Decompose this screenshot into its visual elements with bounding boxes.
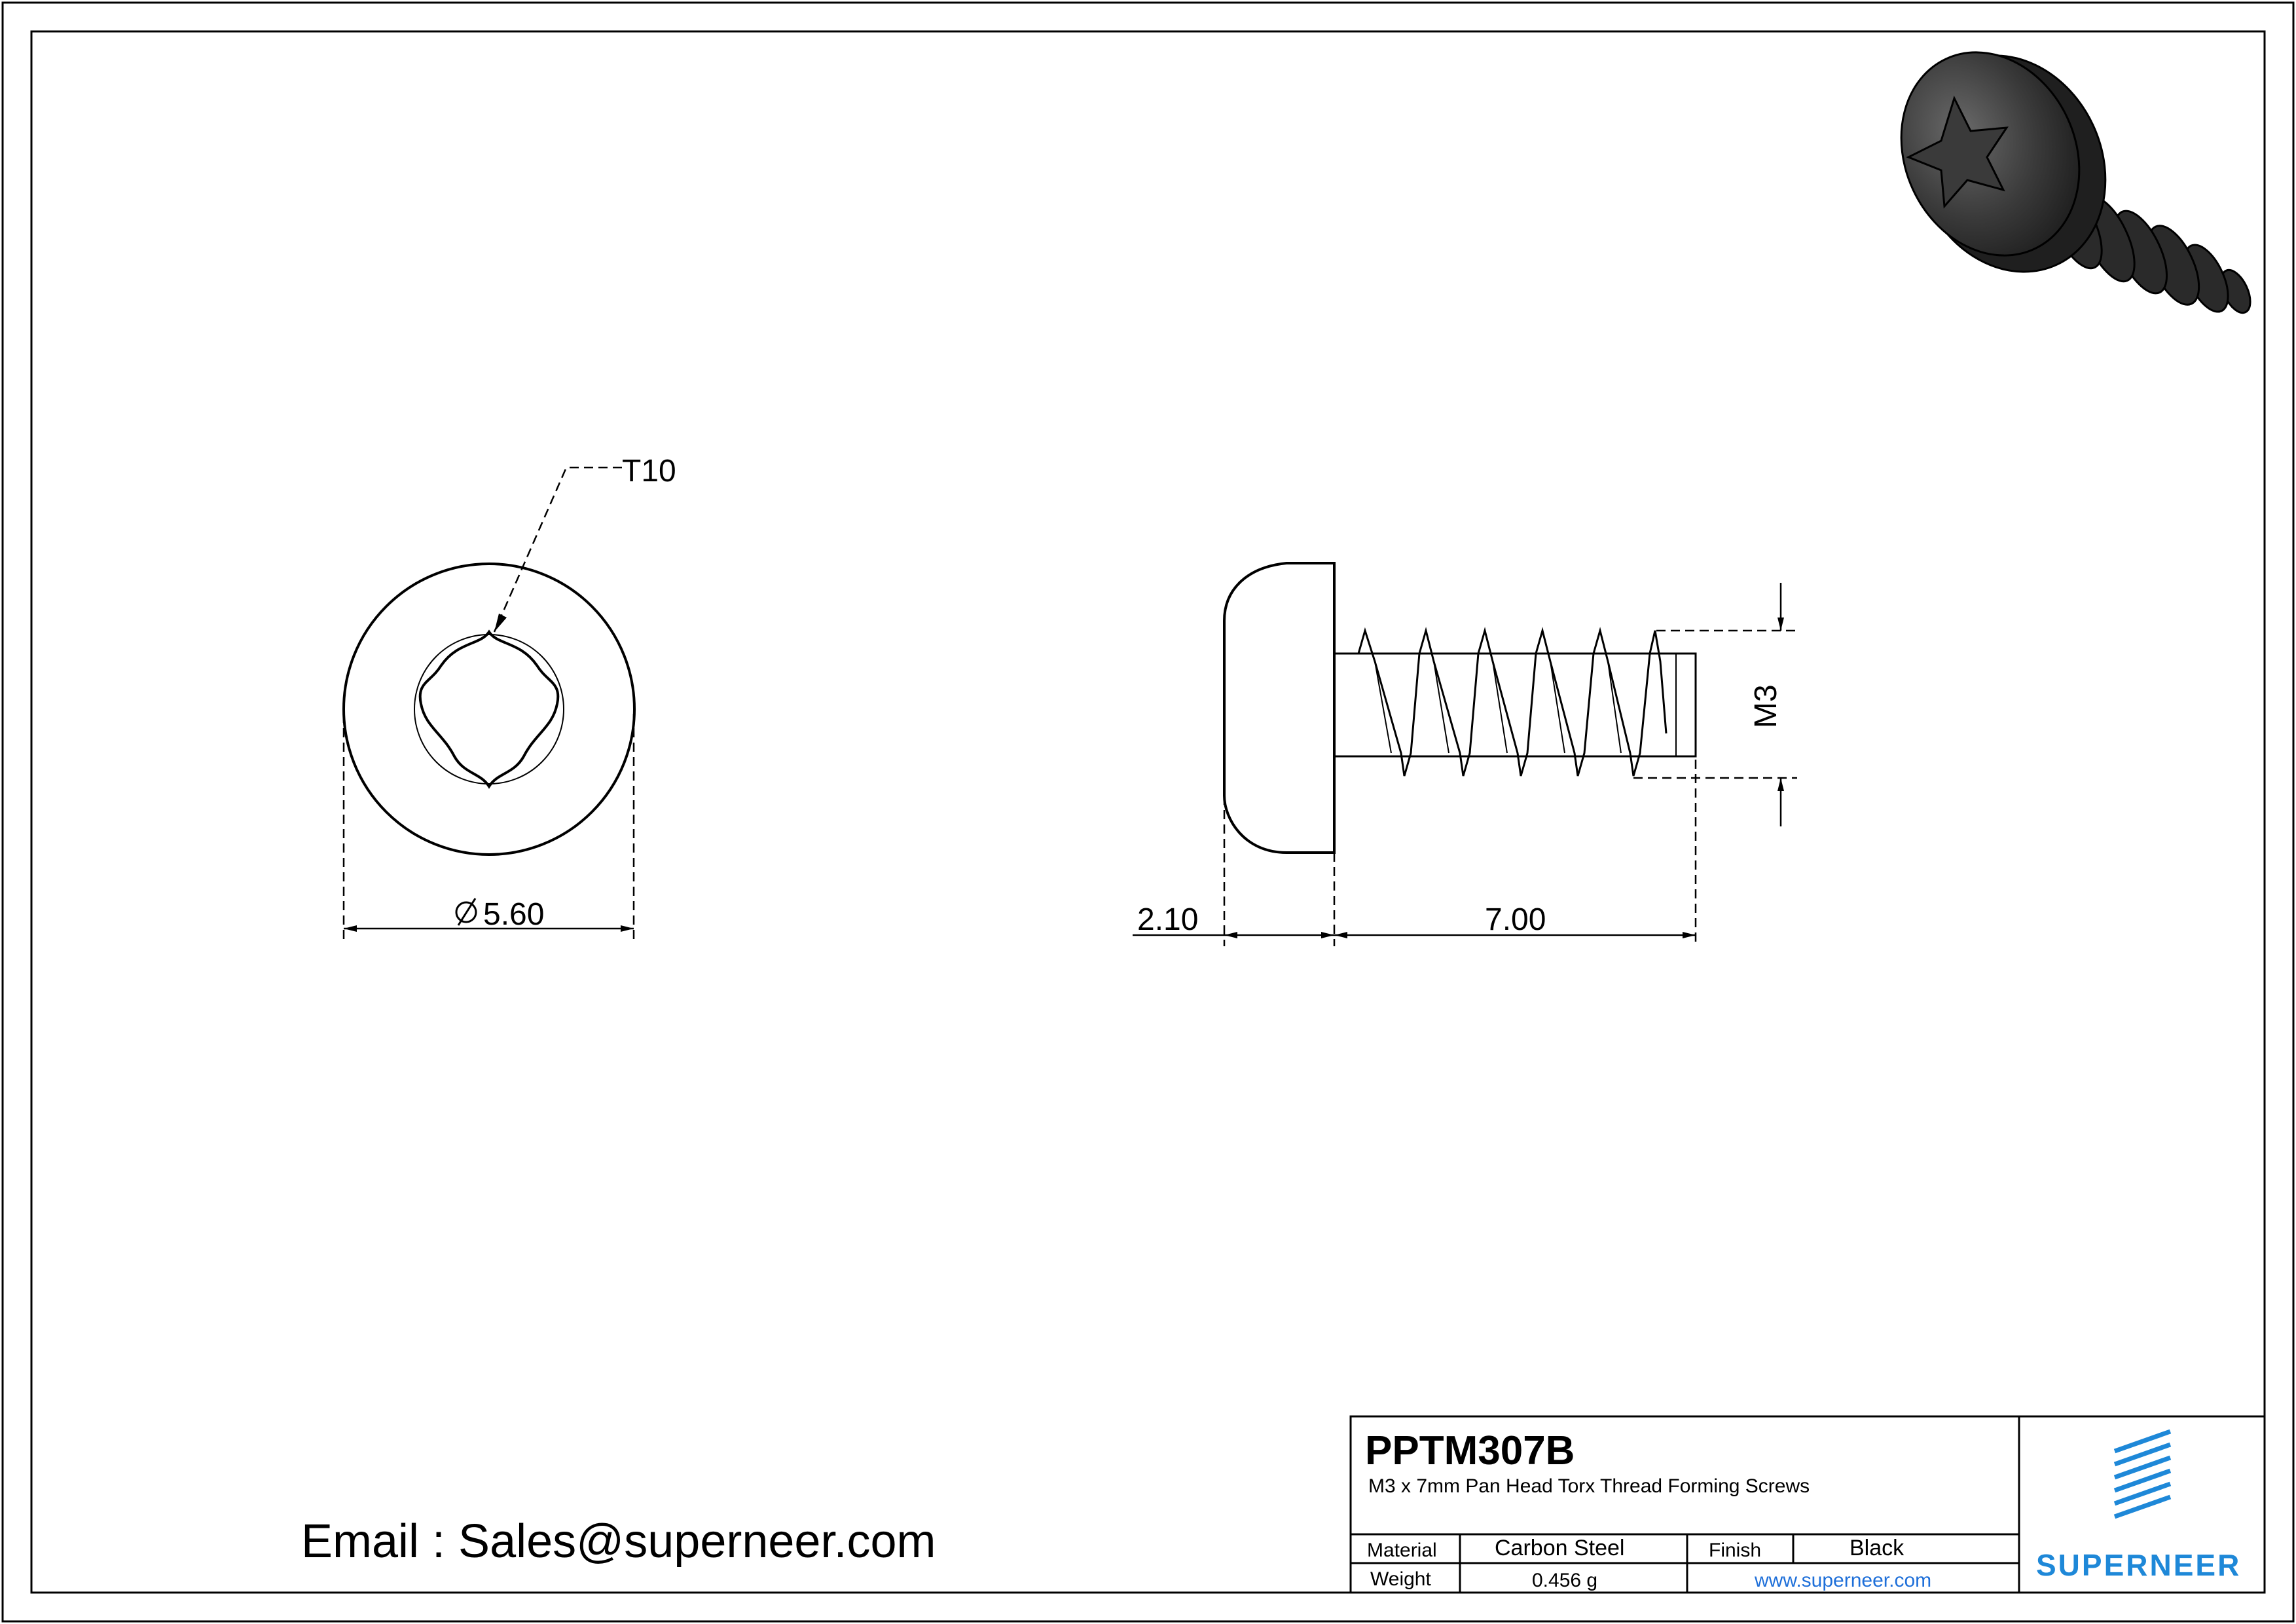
torx-callout-leader	[494, 468, 622, 632]
length-value: 7.00	[1485, 902, 1546, 937]
contact-email: Email : Sales@superneer.com	[301, 1515, 936, 1568]
sheet-inner-border	[31, 31, 2265, 1593]
length-dimensions	[1133, 760, 1696, 946]
torx-recess-icon	[420, 632, 558, 786]
finish-value: Black	[1850, 1536, 1904, 1560]
superneer-logo-icon	[2115, 1431, 2170, 1517]
brand-name: SUPERNEER	[2036, 1548, 2242, 1582]
screw-3d-render	[1869, 23, 2257, 318]
diameter-symbol-icon	[456, 898, 476, 925]
head-diameter-value: 5.60	[483, 897, 545, 932]
website-link[interactable]: www.superneer.com	[1755, 1570, 1932, 1591]
part-description: M3 x 7mm Pan Head Torx Thread Forming Screws	[1368, 1475, 1810, 1497]
finish-label: Finish	[1709, 1540, 1762, 1561]
sheet-outer-border	[3, 3, 2293, 1621]
head-height-value: 2.10	[1137, 902, 1199, 937]
screw-side-view	[1224, 563, 1696, 853]
material-label: Material	[1367, 1540, 1437, 1561]
torx-size-label: T10	[622, 454, 676, 489]
thread-size-value: M3	[1749, 684, 1783, 728]
weight-value: 0.456 g	[1532, 1570, 1598, 1591]
head-top-view	[344, 564, 634, 855]
part-number: PPTM307B	[1365, 1428, 1575, 1473]
weight-label: Weight	[1370, 1568, 1431, 1590]
material-value: Carbon Steel	[1495, 1536, 1625, 1560]
